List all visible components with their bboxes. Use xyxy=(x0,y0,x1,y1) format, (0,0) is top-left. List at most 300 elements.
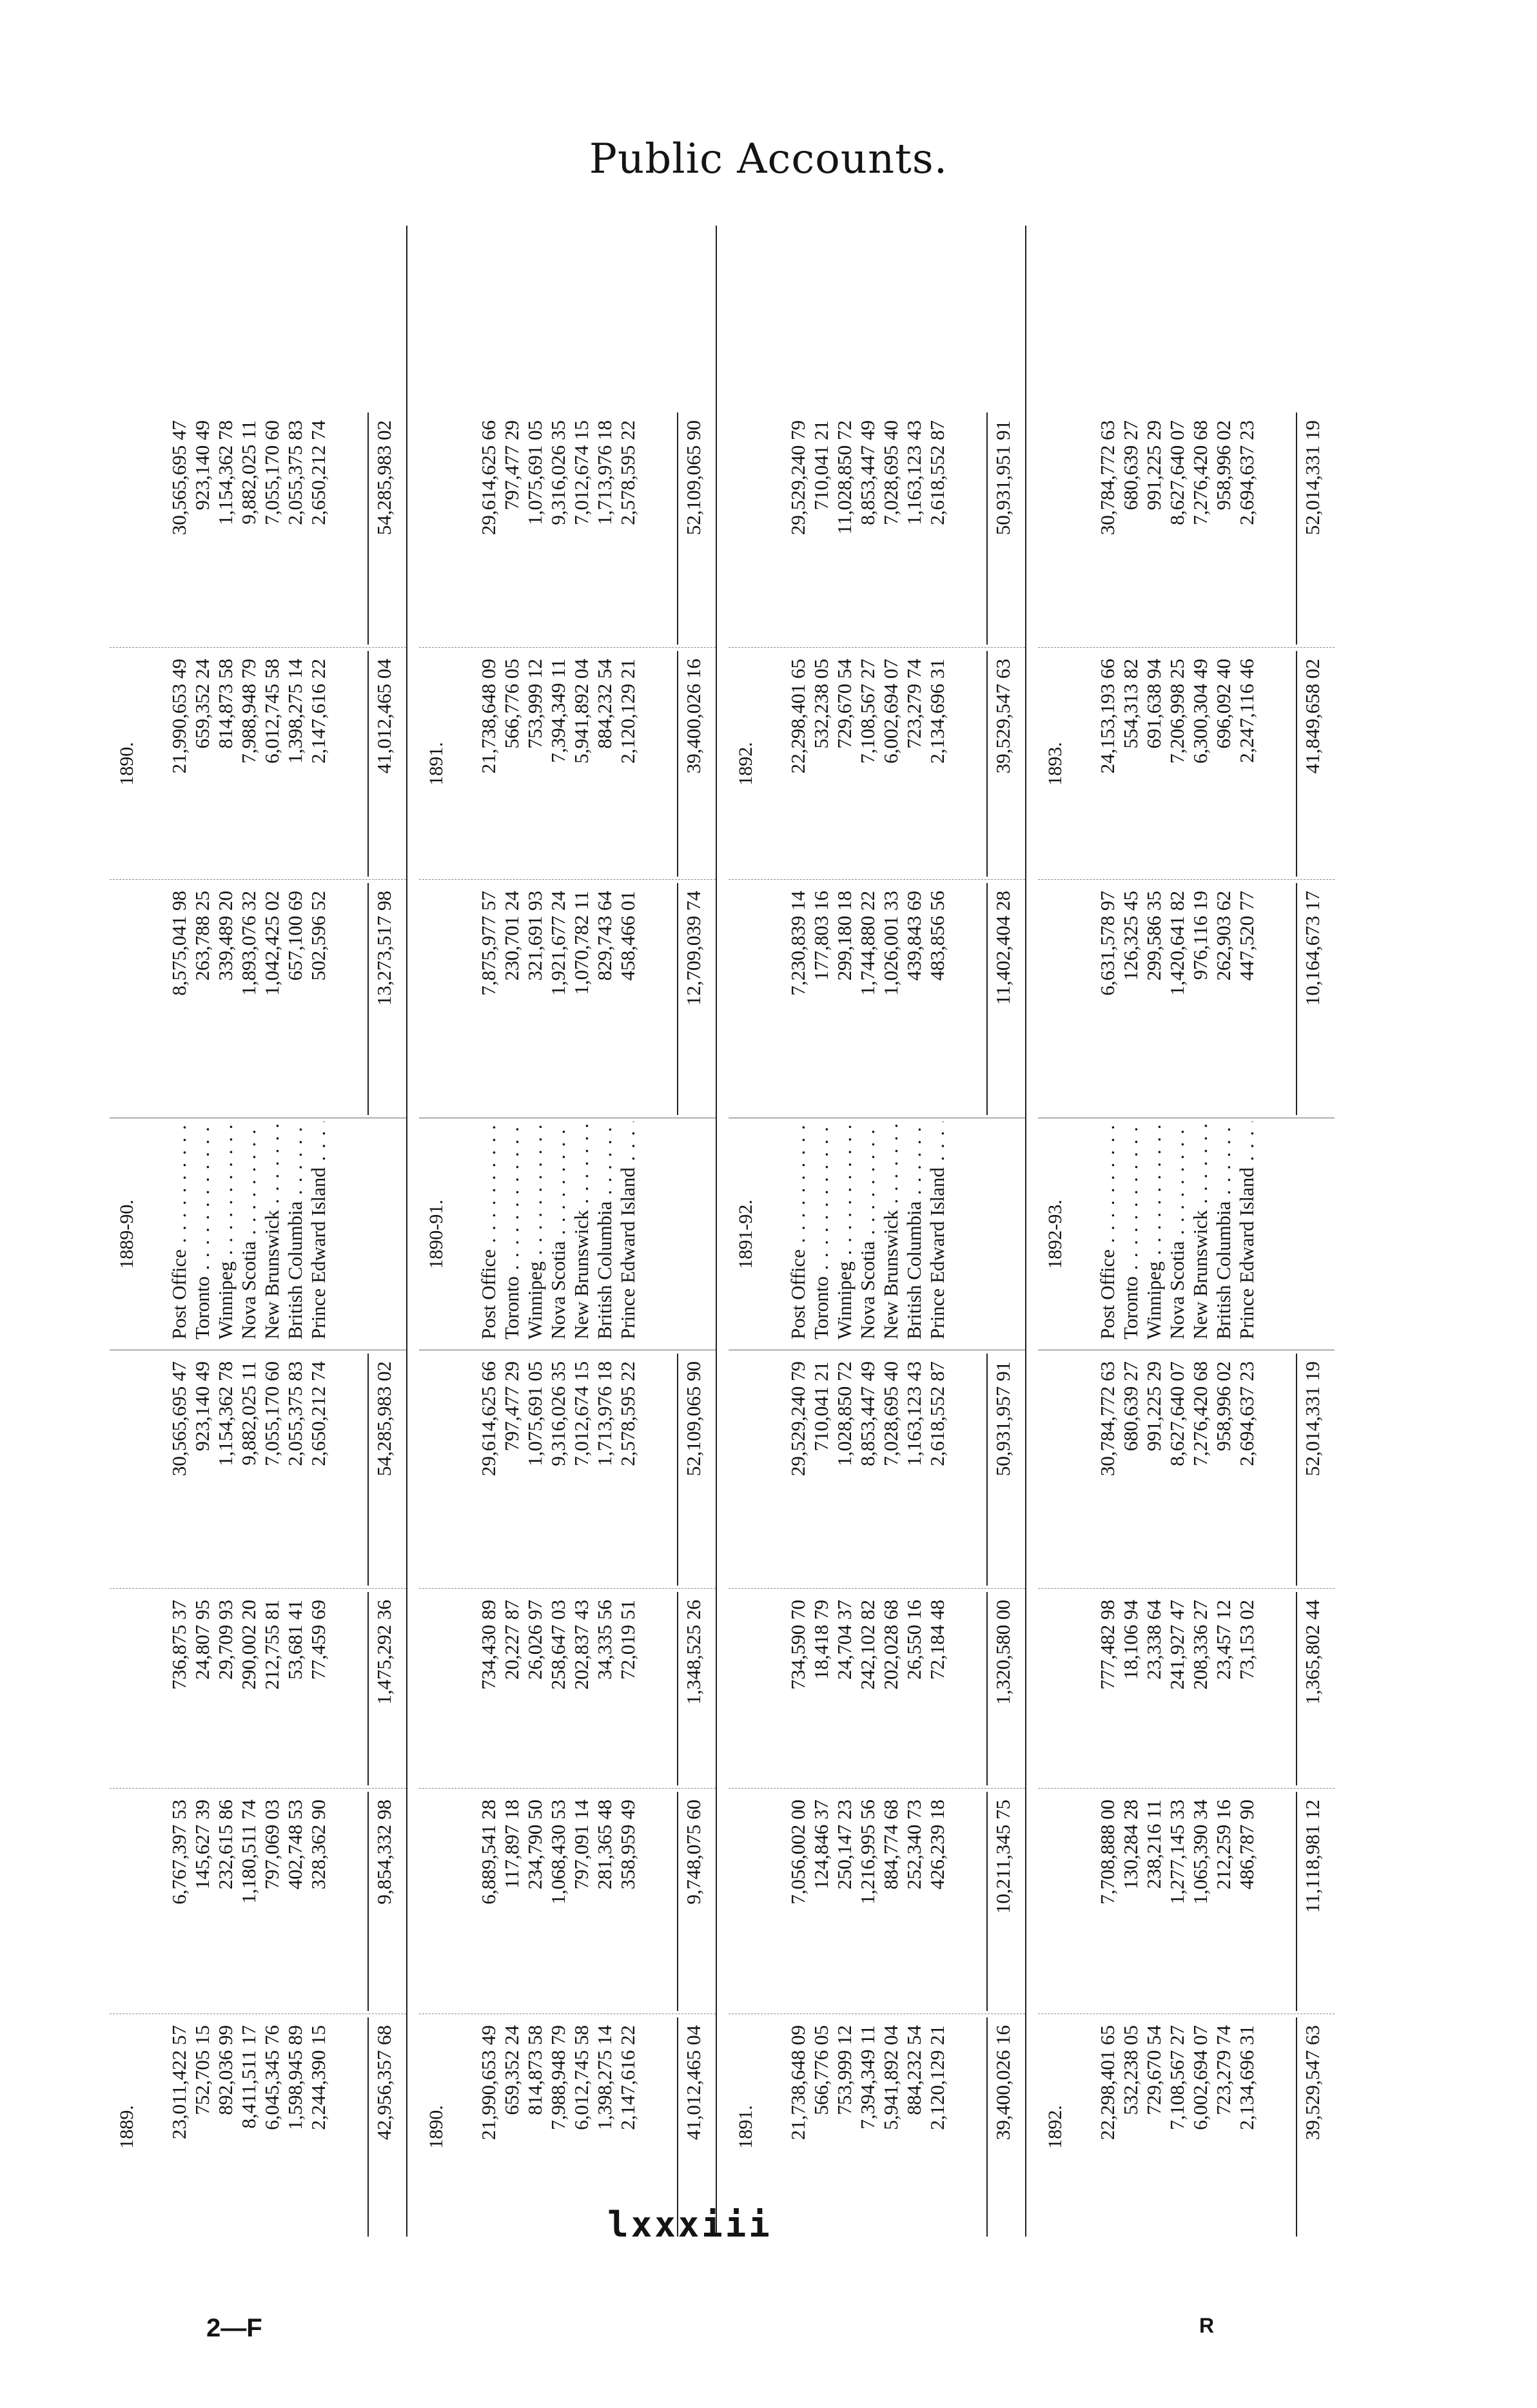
amount-cell: 53,681 41 xyxy=(284,1600,306,1680)
office-name: Winnipeg . . . xyxy=(833,1121,856,1347)
amount-cell: 1,713,976 18 xyxy=(593,420,616,525)
amount-cell: 9,316,026 35 xyxy=(547,1361,569,1466)
amount-cell: 29,529,240 79 xyxy=(787,1361,809,1477)
column-rule xyxy=(1038,647,1335,648)
amount-cell: 29,614,625 66 xyxy=(477,1361,500,1477)
amount-cell: 2,618,552 87 xyxy=(926,420,948,525)
column-rule xyxy=(110,879,406,880)
amount-column xyxy=(97,413,406,645)
amount-cell: 486,787 90 xyxy=(1235,1800,1258,1890)
office-name: Post Office . . . xyxy=(168,1121,191,1347)
amount-total: 52,109,065 90 xyxy=(677,1354,708,1586)
column-rule xyxy=(729,879,1025,880)
amount-cell: 2,578,595 22 xyxy=(616,1361,639,1466)
amount-cell: 250,147 23 xyxy=(833,1800,856,1890)
year-heading: 1892. xyxy=(1044,2105,1066,2149)
amount-column xyxy=(406,883,716,1115)
amount-cell: 72,184 48 xyxy=(926,1600,948,1680)
amount-cell: 1,398,275 14 xyxy=(593,2025,616,2130)
fiscal-year-heading: 1889-90. xyxy=(116,1199,137,1269)
amount-cell: 814,873 58 xyxy=(214,659,237,749)
office-name-column xyxy=(406,1121,716,1347)
amount-cell: 7,394,349 11 xyxy=(856,2025,879,2130)
amount-column xyxy=(716,651,1025,877)
amount-cell: 234,790 50 xyxy=(524,1800,546,1890)
group-divider xyxy=(716,226,717,2237)
amount-cell: 30,565,695 47 xyxy=(168,420,190,536)
amount-cell: 29,614,625 66 xyxy=(477,420,500,536)
amount-cell: 24,153,193 66 xyxy=(1096,659,1119,774)
amount-cell: 21,738,648 09 xyxy=(787,2025,809,2141)
amount-total: 11,402,404 28 xyxy=(986,883,1017,1115)
amount-column xyxy=(406,2017,716,2237)
amount-cell: 2,147,616 22 xyxy=(616,2025,639,2130)
amount-cell: 29,529,240 79 xyxy=(787,420,809,536)
amount-cell: 7,988,948 79 xyxy=(237,659,260,764)
column-rule xyxy=(419,879,716,880)
amount-column xyxy=(97,1592,406,1785)
amount-cell: 657,100 69 xyxy=(284,891,306,981)
amount-cell: 117,897 18 xyxy=(500,1800,523,1889)
amount-cell: 7,708,888 00 xyxy=(1096,1800,1119,1905)
amount-column xyxy=(716,1354,1025,1586)
amount-cell: 124,846 37 xyxy=(810,1800,832,1890)
office-name: Winnipeg . . . xyxy=(524,1121,547,1347)
amount-cell: 923,140 49 xyxy=(191,1361,213,1452)
amount-cell: 6,012,745 58 xyxy=(570,2025,592,2130)
amount-column xyxy=(97,1792,406,2011)
amount-cell: 21,990,653 49 xyxy=(477,2025,500,2141)
amount-total: 12,709,039 74 xyxy=(677,883,708,1115)
amount-total: 39,400,026 16 xyxy=(986,2017,1017,2237)
amount-cell: 202,837 43 xyxy=(570,1600,592,1690)
amount-total: 41,012,465 04 xyxy=(677,2017,708,2237)
amount-cell: 22,298,401 65 xyxy=(1096,2025,1119,2141)
amount-column xyxy=(1025,1354,1335,1586)
amount-cell: 884,232 54 xyxy=(593,659,616,749)
amount-cell: 9,882,025 11 xyxy=(237,420,260,525)
amount-cell: 241,927 47 xyxy=(1166,1600,1188,1690)
amount-column xyxy=(97,883,406,1115)
amount-cell: 777,482 98 xyxy=(1096,1600,1119,1690)
amount-cell: 6,300,304 49 xyxy=(1189,659,1211,764)
amount-cell: 884,774 68 xyxy=(879,1800,902,1890)
amount-cell: 2,694,637 23 xyxy=(1235,1361,1258,1466)
amount-total: 52,109,065 90 xyxy=(677,413,708,645)
amount-cell: 958,996 02 xyxy=(1212,1361,1235,1452)
amount-cell: 8,853,447 49 xyxy=(856,420,879,525)
amount-cell: 5,941,892 04 xyxy=(879,2025,902,2130)
amount-cell: 328,362 90 xyxy=(307,1800,329,1890)
amount-cell: 680,639 27 xyxy=(1119,420,1142,510)
office-name: British Columbia . . . xyxy=(284,1121,307,1347)
amount-cell: 2,247,116 46 xyxy=(1235,659,1258,763)
office-name: Toronto . . . xyxy=(191,1121,214,1347)
amount-cell: 7,028,695 40 xyxy=(879,420,902,525)
amount-cell: 734,590 70 xyxy=(787,1600,809,1690)
amount-cell: 1,068,430 53 xyxy=(547,1800,569,1905)
amount-column xyxy=(406,1592,716,1785)
office-name: British Columbia . . . xyxy=(903,1121,926,1347)
amount-total: 1,348,525 26 xyxy=(677,1592,708,1785)
amount-column xyxy=(406,1792,716,2011)
amount-cell: 339,489 20 xyxy=(214,891,237,981)
column-rule xyxy=(729,1588,1025,1589)
amount-column xyxy=(97,651,406,877)
amount-cell: 2,650,212 74 xyxy=(307,420,329,525)
amount-total: 54,285,983 02 xyxy=(367,413,398,645)
office-name: Winnipeg . . . xyxy=(1142,1121,1166,1347)
amount-total: 39,529,547 63 xyxy=(986,651,1017,877)
amount-cell: 1,744,880 22 xyxy=(856,891,879,996)
amount-cell: 30,565,695 47 xyxy=(168,1361,190,1477)
amount-cell: 26,026 97 xyxy=(524,1600,546,1680)
amount-cell: 2,694,637 23 xyxy=(1235,420,1258,525)
amount-cell: 723,279 74 xyxy=(903,659,925,749)
amount-cell: 208,336 27 xyxy=(1189,1600,1211,1690)
amount-cell: 753,999 12 xyxy=(833,2025,856,2115)
fiscal-year-heading: 1892-93. xyxy=(1044,1199,1066,1269)
amount-cell: 2,650,212 74 xyxy=(307,1361,329,1466)
amount-cell: 21,990,653 49 xyxy=(168,659,190,774)
amount-cell: 11,028,850 72 xyxy=(833,420,856,535)
amount-total: 50,931,951 91 xyxy=(986,413,1017,645)
amount-cell: 696,092 40 xyxy=(1212,659,1235,749)
year-group-0 xyxy=(97,226,406,2237)
office-name: Nova Scotia . . . xyxy=(547,1121,570,1347)
amount-cell: 23,457 12 xyxy=(1212,1600,1235,1680)
amount-cell: 1,277,145 33 xyxy=(1166,1800,1188,1905)
amount-cell: 18,418 79 xyxy=(810,1600,832,1680)
amount-cell: 23,338 64 xyxy=(1142,1600,1165,1680)
amount-cell: 130,284 28 xyxy=(1119,1800,1142,1890)
column-rule xyxy=(729,1788,1025,1789)
amount-column xyxy=(716,2017,1025,2237)
amount-cell: 30,784,772 63 xyxy=(1096,420,1119,536)
amount-cell: 212,755 81 xyxy=(260,1600,283,1690)
amount-column xyxy=(406,651,716,877)
amount-cell: 2,055,375 83 xyxy=(284,1361,306,1466)
group-divider xyxy=(406,226,407,2237)
amount-cell: 177,803 16 xyxy=(810,891,832,981)
column-rule xyxy=(419,1588,716,1589)
year-heading: 1893. xyxy=(1044,742,1066,786)
amount-column xyxy=(716,1592,1025,1785)
amount-cell: 281,365 48 xyxy=(593,1800,616,1890)
amount-cell: 24,807 95 xyxy=(191,1600,213,1680)
amount-cell: 7,012,674 15 xyxy=(570,420,592,525)
amount-cell: 9,316,026 35 xyxy=(547,420,569,525)
amount-cell: 402,748 53 xyxy=(284,1800,306,1890)
year-heading: 1890. xyxy=(426,2105,447,2149)
column-rule xyxy=(1038,1588,1335,1589)
column-rule xyxy=(110,1588,406,1589)
amount-cell: 736,875 37 xyxy=(168,1600,190,1690)
amount-cell: 532,238 05 xyxy=(1119,2025,1142,2115)
amount-total: 52,014,331 19 xyxy=(1296,1354,1327,1586)
amount-cell: 7,230,839 14 xyxy=(787,891,809,996)
amount-cell: 884,232 54 xyxy=(903,2025,925,2115)
amount-cell: 659,352 24 xyxy=(191,659,213,749)
amount-cell: 7,394,349 11 xyxy=(547,659,569,763)
amount-total: 54,285,983 02 xyxy=(367,1354,398,1586)
amount-cell: 502,596 52 xyxy=(307,891,329,981)
amount-cell: 729,670 54 xyxy=(833,659,856,749)
amount-cell: 72,019 51 xyxy=(616,1600,639,1680)
accounts-table xyxy=(97,226,1335,2237)
amount-column xyxy=(716,883,1025,1115)
year-heading: 1889. xyxy=(116,2105,137,2149)
office-name: Prince Edward Island . . . xyxy=(307,1121,330,1347)
amount-cell: 24,704 37 xyxy=(833,1600,856,1680)
amount-cell: 7,276,420 68 xyxy=(1189,420,1211,525)
signature-mark-left: 2—F xyxy=(206,2314,262,2342)
amount-cell: 1,026,001 33 xyxy=(879,891,902,996)
fiscal-year-heading: 1891-92. xyxy=(735,1199,756,1269)
amount-cell: 710,041 21 xyxy=(810,1361,832,1452)
amount-cell: 8,627,640 07 xyxy=(1166,1361,1188,1466)
group-divider xyxy=(1025,226,1026,2237)
amount-cell: 723,279 74 xyxy=(1212,2025,1235,2115)
amount-cell: 212,259 16 xyxy=(1212,1800,1235,1890)
amount-total: 13,273,517 98 xyxy=(367,883,398,1115)
amount-cell: 7,056,002 00 xyxy=(787,1800,809,1905)
office-name: British Columbia . . . xyxy=(593,1121,616,1347)
office-name: Post Office . . . xyxy=(477,1121,500,1347)
amount-column xyxy=(1025,883,1335,1115)
amount-cell: 6,631,578 97 xyxy=(1096,891,1119,996)
year-group-3 xyxy=(1025,226,1335,2237)
amount-cell: 7,206,998 25 xyxy=(1166,659,1188,764)
amount-total: 42,956,357 68 xyxy=(367,2017,398,2237)
column-rule xyxy=(419,647,716,648)
amount-cell: 299,586 35 xyxy=(1142,891,1165,981)
amount-cell: 20,227 87 xyxy=(500,1600,523,1680)
amount-cell: 6,045,345 76 xyxy=(260,2025,283,2130)
amount-total: 1,365,802 44 xyxy=(1296,1592,1327,1785)
amount-cell: 532,238 05 xyxy=(810,659,832,749)
office-name: Toronto . . . xyxy=(1119,1121,1142,1347)
amount-cell: 262,903 62 xyxy=(1212,891,1235,981)
amount-cell: 34,335 56 xyxy=(593,1600,616,1680)
amount-cell: 710,041 21 xyxy=(810,420,832,510)
year-heading: 1891. xyxy=(426,742,447,786)
amount-cell: 6,002,694 07 xyxy=(879,659,902,764)
amount-cell: 566,776 05 xyxy=(810,2025,832,2115)
amount-cell: 991,225 29 xyxy=(1142,1361,1165,1452)
amount-cell: 1,075,691 05 xyxy=(524,420,546,525)
amount-cell: 1,398,275 14 xyxy=(284,659,306,764)
amount-cell: 7,028,695 40 xyxy=(879,1361,902,1466)
amount-cell: 1,154,362 78 xyxy=(214,1361,237,1466)
amount-cell: 797,069 03 xyxy=(260,1800,283,1890)
amount-cell: 1,921,677 24 xyxy=(547,891,569,996)
column-rule xyxy=(419,1788,716,1789)
office-name-column xyxy=(1025,1121,1335,1347)
amount-cell: 797,477 29 xyxy=(500,1361,523,1452)
amount-cell: 8,575,041 98 xyxy=(168,891,190,996)
amount-cell: 7,108,567 27 xyxy=(1166,2025,1188,2130)
amount-cell: 26,550 16 xyxy=(903,1600,925,1680)
amount-cell: 252,340 73 xyxy=(903,1800,925,1890)
amount-cell: 7,276,420 68 xyxy=(1189,1361,1211,1466)
office-name-column xyxy=(97,1121,406,1347)
amount-cell: 2,120,129 21 xyxy=(616,659,639,764)
amount-cell: 2,134,696 31 xyxy=(1235,2025,1258,2130)
amount-cell: 7,012,674 15 xyxy=(570,1361,592,1466)
fiscal-year-heading: 1890-91. xyxy=(426,1199,447,1269)
amount-cell: 145,627 39 xyxy=(191,1800,213,1890)
amount-cell: 2,134,696 31 xyxy=(926,659,948,764)
amount-total: 52,014,331 19 xyxy=(1296,413,1327,645)
amount-cell: 6,767,397 53 xyxy=(168,1800,190,1905)
amount-column xyxy=(1025,2017,1335,2237)
amount-cell: 290,002 20 xyxy=(237,1600,260,1690)
amount-cell: 18,106 94 xyxy=(1119,1600,1142,1680)
column-rule xyxy=(729,647,1025,648)
amount-column xyxy=(1025,651,1335,877)
page-folio: lxxxiii xyxy=(607,2204,772,2245)
office-name: Prince Edward Island . . . xyxy=(616,1121,640,1347)
column-rule xyxy=(1038,879,1335,880)
amount-cell: 797,477 29 xyxy=(500,420,523,510)
amount-cell: 426,239 18 xyxy=(926,1800,948,1890)
amount-cell: 77,459 69 xyxy=(307,1600,329,1680)
column-rule xyxy=(110,647,406,648)
office-name: Nova Scotia . . . xyxy=(237,1121,260,1347)
amount-cell: 923,140 49 xyxy=(191,420,213,510)
year-group-2 xyxy=(716,226,1025,2237)
amount-cell: 447,520 77 xyxy=(1235,891,1258,981)
office-name: Toronto . . . xyxy=(810,1121,833,1347)
amount-cell: 242,102 82 xyxy=(856,1600,879,1690)
amount-cell: 439,843 69 xyxy=(903,891,925,981)
office-name: New Brunswick . . . xyxy=(260,1121,284,1347)
amount-cell: 22,298,401 65 xyxy=(787,659,809,774)
amount-cell: 1,216,995 56 xyxy=(856,1800,879,1905)
amount-total: 41,012,465 04 xyxy=(367,651,398,877)
year-heading: 1890. xyxy=(116,742,137,786)
office-name: Winnipeg . . . xyxy=(214,1121,237,1347)
amount-cell: 6,889,541 28 xyxy=(477,1800,500,1905)
amount-cell: 230,701 24 xyxy=(500,891,523,981)
amount-cell: 991,225 29 xyxy=(1142,420,1165,510)
amount-cell: 2,578,595 22 xyxy=(616,420,639,525)
amount-total: 1,320,580 00 xyxy=(986,1592,1017,1785)
amount-cell: 232,615 86 xyxy=(214,1800,237,1890)
office-name: Prince Edward Island . . . xyxy=(926,1121,949,1347)
page-title: Public Accounts. xyxy=(589,135,948,183)
amount-total: 39,529,547 63 xyxy=(1296,2017,1327,2237)
amount-cell: 797,091 14 xyxy=(570,1800,592,1890)
amount-column xyxy=(1025,1792,1335,2011)
amount-cell: 753,999 12 xyxy=(524,659,546,749)
amount-total: 41,849,658 02 xyxy=(1296,651,1327,877)
amount-cell: 2,147,616 22 xyxy=(307,659,329,764)
office-name: Post Office . . . xyxy=(787,1121,810,1347)
office-name: New Brunswick . . . xyxy=(879,1121,903,1347)
amount-cell: 29,709 93 xyxy=(214,1600,237,1680)
amount-cell: 1,042,425 02 xyxy=(260,891,283,996)
amount-cell: 21,738,648 09 xyxy=(477,659,500,774)
amount-cell: 1,163,123 43 xyxy=(903,1361,925,1466)
amount-cell: 258,647 03 xyxy=(547,1600,569,1690)
amount-total: 10,211,345 75 xyxy=(986,1792,1017,2011)
amount-cell: 566,776 05 xyxy=(500,659,523,749)
amount-cell: 73,153 02 xyxy=(1235,1600,1258,1680)
amount-cell: 691,638 94 xyxy=(1142,659,1165,749)
amount-cell: 7,055,170 60 xyxy=(260,1361,283,1466)
amount-cell: 1,713,976 18 xyxy=(593,1361,616,1466)
column-rule xyxy=(110,1788,406,1789)
year-heading: 1891. xyxy=(735,2105,756,2149)
amount-column xyxy=(406,1354,716,1586)
amount-cell: 263,788 25 xyxy=(191,891,213,981)
amount-cell: 554,313 82 xyxy=(1119,659,1142,749)
amount-cell: 1,154,362 78 xyxy=(214,420,237,525)
amount-cell: 5,941,892 04 xyxy=(570,659,592,764)
amount-cell: 892,036 99 xyxy=(214,2025,237,2115)
amount-cell: 6,002,694 07 xyxy=(1189,2025,1211,2130)
amount-cell: 1,070,782 11 xyxy=(570,891,592,995)
amount-column xyxy=(1025,413,1335,645)
office-name: New Brunswick . . . xyxy=(1189,1121,1212,1347)
amount-cell: 734,430 89 xyxy=(477,1600,500,1690)
amount-cell: 1,420,641 82 xyxy=(1166,891,1188,996)
amount-cell: 7,055,170 60 xyxy=(260,420,283,525)
amount-cell: 8,853,447 49 xyxy=(856,1361,879,1466)
amount-cell: 2,055,375 83 xyxy=(284,420,306,525)
amount-cell: 1,598,945 89 xyxy=(284,2025,306,2130)
amount-column xyxy=(716,1792,1025,2011)
amount-cell: 1,065,390 34 xyxy=(1189,1800,1211,1905)
amount-cell: 2,618,552 87 xyxy=(926,1361,948,1466)
amount-cell: 1,163,123 43 xyxy=(903,420,925,525)
office-name: Post Office . . . xyxy=(1096,1121,1119,1347)
amount-cell: 7,875,977 57 xyxy=(477,891,500,996)
office-name: Prince Edward Island . . . xyxy=(1235,1121,1258,1347)
amount-total: 1,475,292 36 xyxy=(367,1592,398,1785)
amount-column xyxy=(716,413,1025,645)
office-name: British Columbia . . . xyxy=(1212,1121,1235,1347)
signature-mark-right: R xyxy=(1199,2314,1215,2337)
amount-cell: 483,856 56 xyxy=(926,891,948,981)
amount-cell: 202,028 68 xyxy=(879,1600,902,1690)
amount-cell: 1,028,850 72 xyxy=(833,1361,856,1466)
amount-cell: 8,411,511 17 xyxy=(237,2025,260,2129)
amount-total: 11,118,981 12 xyxy=(1296,1792,1327,2011)
amount-cell: 7,988,948 79 xyxy=(547,2025,569,2130)
amount-total: 9,854,332 98 xyxy=(367,1792,398,2011)
amount-column xyxy=(97,1354,406,1586)
amount-total: 9,748,075 60 xyxy=(677,1792,708,2011)
amount-total: 39,400,026 16 xyxy=(677,651,708,877)
year-heading: 1892. xyxy=(735,742,756,786)
office-name-column xyxy=(716,1121,1025,1347)
amount-cell: 958,996 02 xyxy=(1212,420,1235,510)
year-group-1 xyxy=(406,226,716,2237)
amount-cell: 358,959 49 xyxy=(616,1800,639,1890)
amount-cell: 2,244,390 15 xyxy=(307,2025,329,2130)
amount-cell: 7,108,567 27 xyxy=(856,659,879,764)
amount-cell: 1,075,691 05 xyxy=(524,1361,546,1466)
office-name: New Brunswick . . . xyxy=(570,1121,593,1347)
amount-cell: 238,216 11 xyxy=(1142,1800,1165,1889)
column-rule xyxy=(1038,1788,1335,1789)
amount-cell: 321,691 93 xyxy=(524,891,546,981)
amount-cell: 680,639 27 xyxy=(1119,1361,1142,1452)
amount-cell: 659,352 24 xyxy=(500,2025,523,2115)
